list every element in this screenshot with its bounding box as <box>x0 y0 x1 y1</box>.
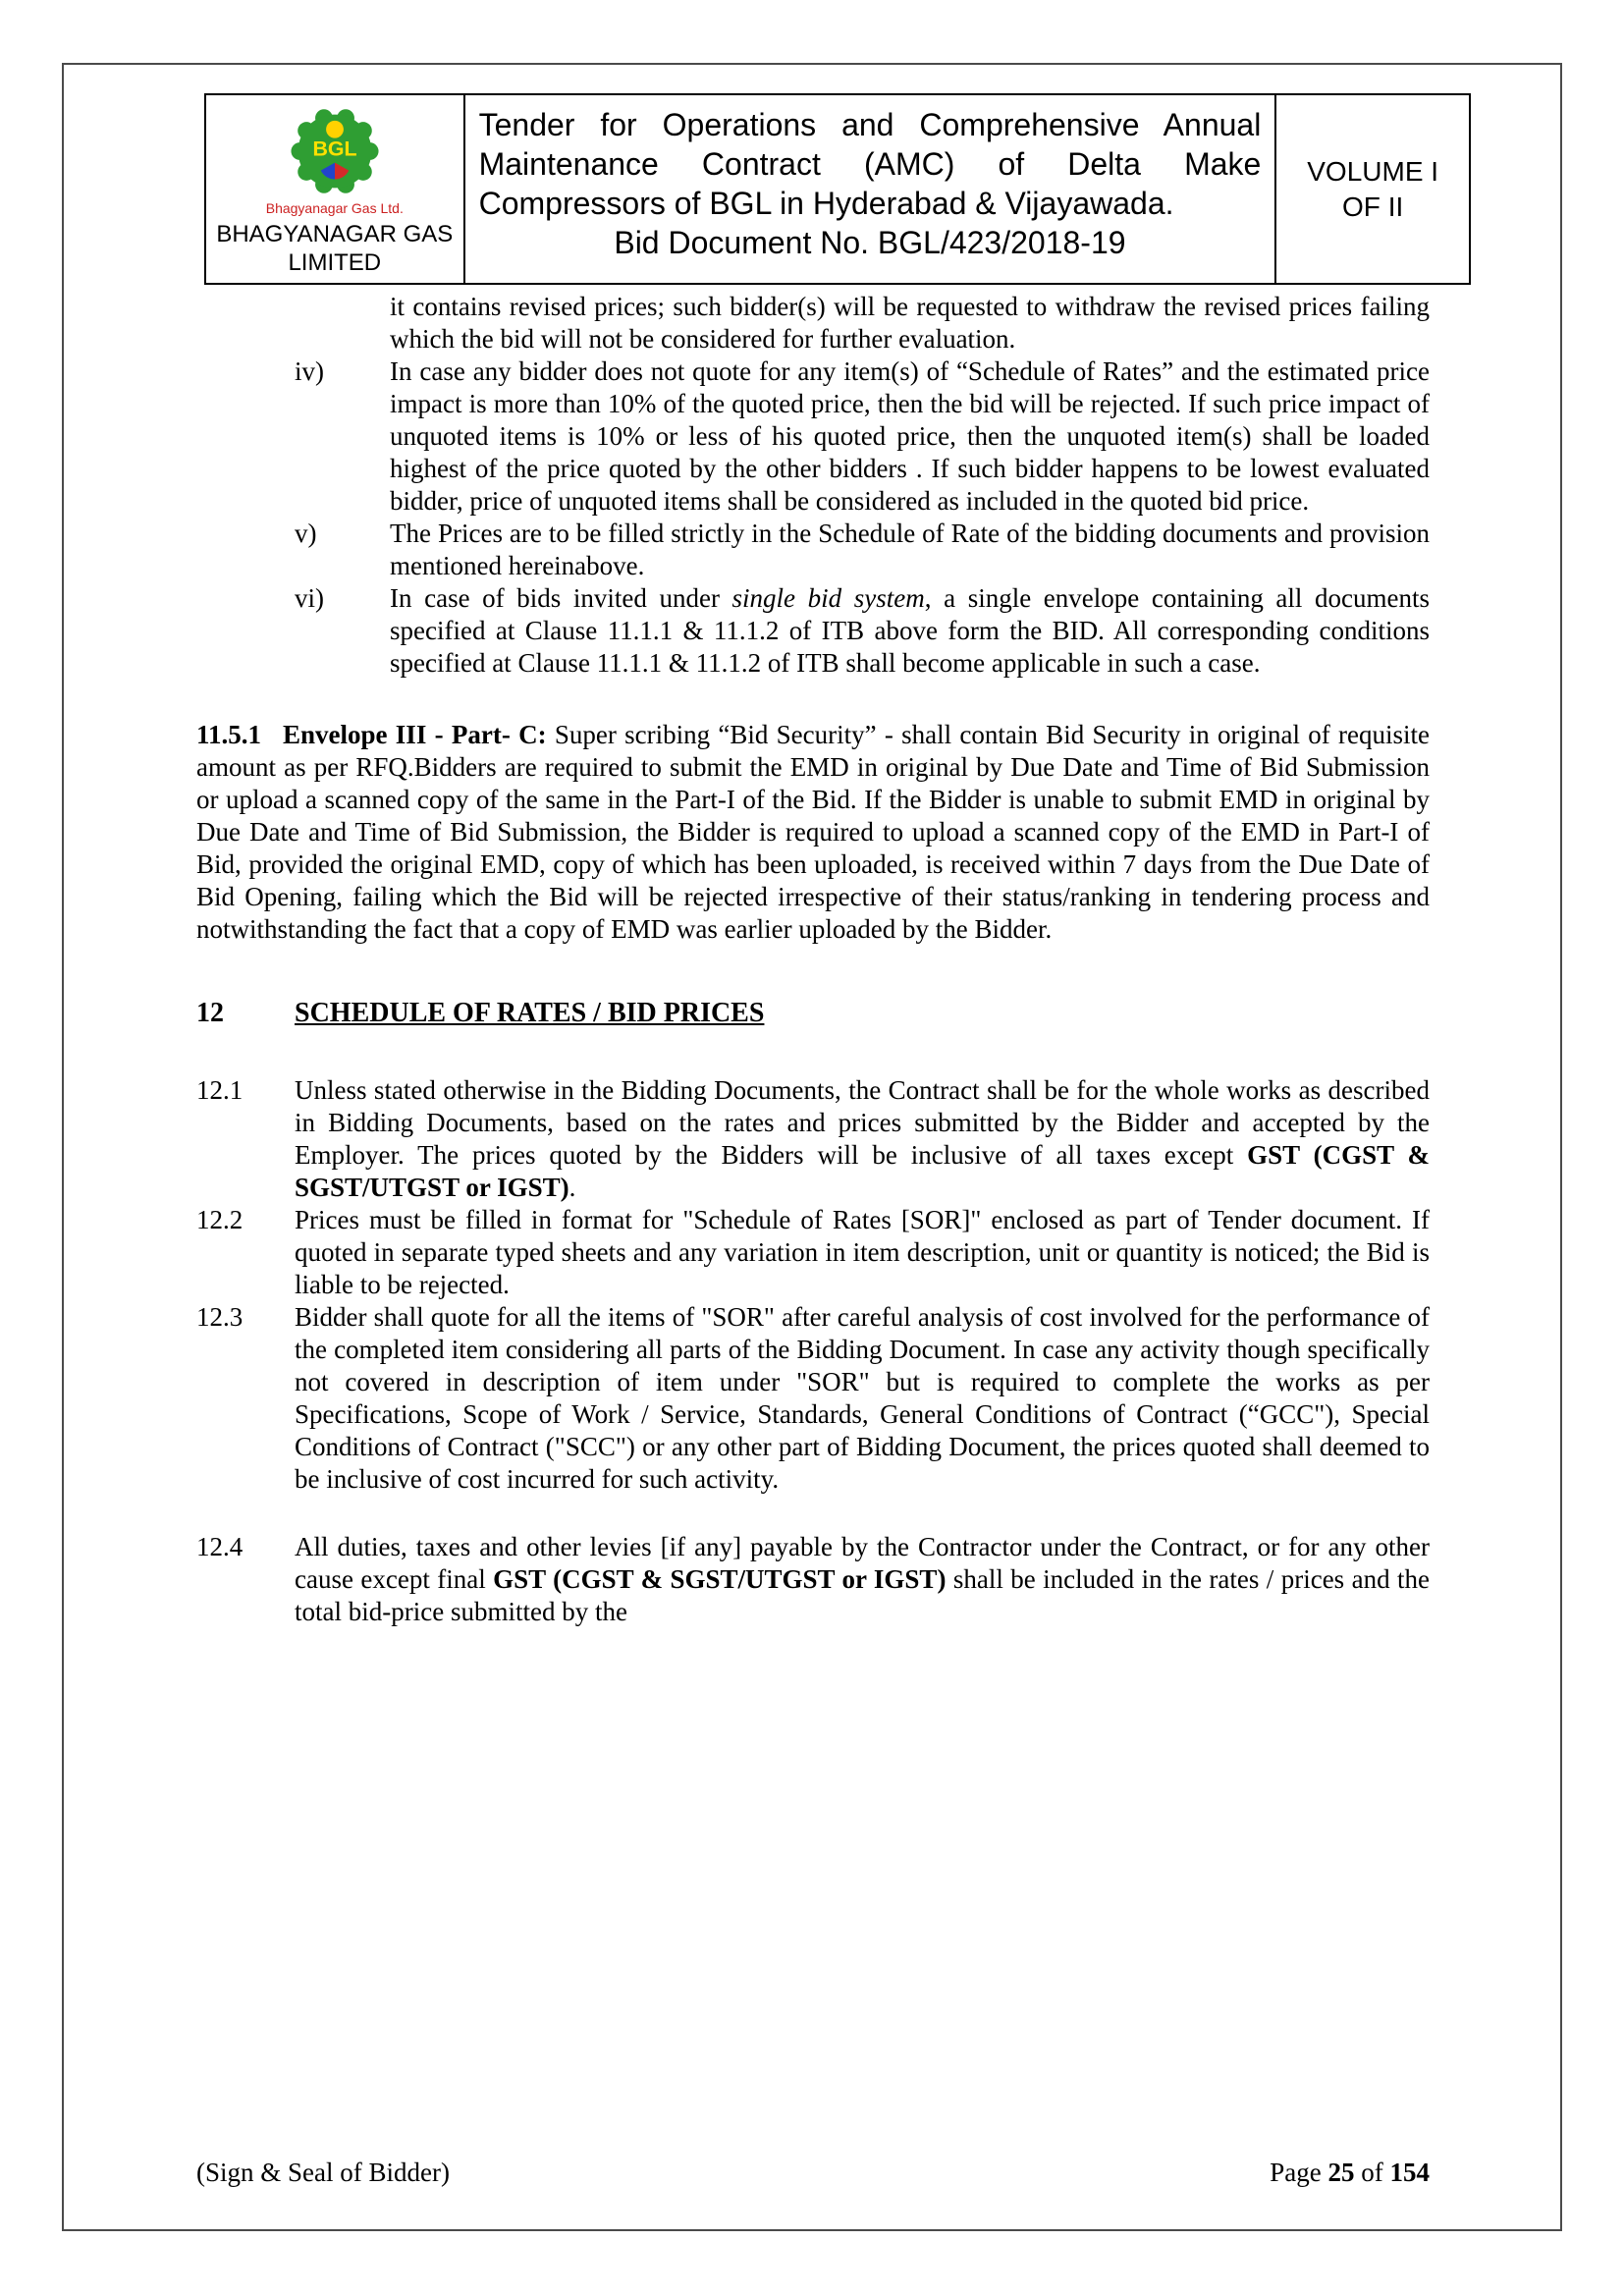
clause-11-5-1 <box>196 719 1430 946</box>
list-text-vi-post: , a single envelope containing all documents specified at Clause 11.1.1 & 11.1.2 of ITB above form the BID. All corresponding conditions specified at Clause 11.1.1 & 11.1.2 of ITB shall become applicable in such a case. <box>390 583 1430 678</box>
bid-document-number: Bid Document No. BGL/423/2018-19 <box>614 225 1126 260</box>
page-label: Page <box>1270 2158 1328 2187</box>
clause-12-2-text: Prices must be filled in format for "Schedule of Rates [SOR]" enclosed as part of Tender document. If quoted in separate typed sheets and any variation in item description, unit or quantity is noticed; the Bid is liable to be rejected. <box>295 1205 1430 1299</box>
clause-11-5-1-heading: Envelope III - Part- C: <box>283 720 547 749</box>
list-text-vi-italic: single bid system <box>731 583 925 613</box>
volume-cell <box>1274 95 1469 283</box>
tender-title-line-1: Tender for Operations and Comprehensive Annual <box>478 107 1262 142</box>
page-current: 25 <box>1327 2158 1355 2187</box>
clause-12-1-post: . <box>568 1173 576 1202</box>
title-cell <box>463 95 1275 283</box>
section-12-number: 12 <box>196 998 224 1028</box>
clause-12-2-number: 12.2 <box>196 1205 244 1234</box>
logo-cell <box>206 95 463 283</box>
tender-title-line-2: Maintenance Contract (AMC) of Delta Make <box>478 146 1262 182</box>
bgl-logo <box>287 103 383 199</box>
continuation-paragraph: it contains revised prices; such bidder(s) will be requested to withdraw the revised prices failing which the bid will not be considered for further evaluation. <box>390 292 1430 354</box>
list-item-vi <box>196 582 1430 680</box>
clause-12-1-number: 12.1 <box>196 1075 244 1105</box>
volume-line-1: VOLUME I <box>1307 155 1439 187</box>
org-name-line1: BHAGYANAGAR GAS <box>216 221 454 247</box>
sign-seal-note: (Sign & Seal of Bidder) <box>196 2158 450 2187</box>
org-name-line2: LIMITED <box>288 249 382 276</box>
clause-12-3-text: Bidder shall quote for all the items of "SOR" after careful analysis of cost involved for the performance of the completed item considering all parts of the Bidding Document. In case any activity though specifically not covered in description of item under "SOR" but is required to complete the works as per Specifications, Scope of Work / Service, Standards, General Conditions of Contract (“GCC"), Special Conditions of Contract ("SCC") or any other part of Bidding Document, the prices quoted shall deemed to be inclusive of cost incurred for such activity. <box>295 1302 1430 1494</box>
list-text-vi-pre: In case of bids invited under <box>390 583 732 613</box>
list-item-v <box>196 518 1430 582</box>
section-12-heading <box>196 997 1430 1029</box>
clause-12-4-post: shall be included in the rates / prices and the total bid-price submitted by the <box>295 1564 1430 1626</box>
clause-12-3-number: 12.3 <box>196 1302 244 1332</box>
page-number <box>1270 2157 1430 2189</box>
org-name <box>216 220 453 277</box>
page-footer <box>196 2157 1430 2189</box>
volume-line-2: OF II <box>1342 191 1404 222</box>
list-marker-iv: iv) <box>295 356 324 386</box>
clause-12-1-pre: Unless stated otherwise in the Bidding Documents, the Contract shall be for the whole works as described in Bidding Documents, based on the rates and prices submitted by the Bidder and accepted by the Employer. The prices quoted by the Bidders will be inclusive of all taxes except <box>295 1075 1430 1170</box>
clause-12-4-pre: All duties, taxes and other levies [if any] payable by the Contractor under the Contract, or for any other cause except final <box>295 1532 1430 1594</box>
clause-11-5-1-number: 11.5.1 <box>196 720 262 749</box>
clause-11-5-1-text: Super scribing “Bid Security” - shall contain Bid Security in original of requisite amount as per RFQ.Bidders are required to submit the EMD in original by Due Date and Time of Bid Submission or upload a scanned copy of the same in the Part-I of the Bid. If the Bidder is unable to submit EMD in original by Due Date and Time of Bid Submission, the Bidder is required to upload a scanned copy of the EMD in Part-I of Bid, provided the original EMD, copy of which has been uploaded, is received within 7 days from the Due Date of Bid Opening, failing which the Bid will be rejected irrespective of their status/ranking in tendering process and notwithstanding the fact that a copy of EMD was earlier uploaded by the Bidder. <box>196 720 1430 944</box>
list-marker-vi: vi) <box>295 583 324 613</box>
list-marker-v: v) <box>295 519 317 548</box>
clause-12-3 <box>196 1301 1430 1496</box>
tender-title-line-3: Compressors of BGL in Hyderabad & Vijayawada. <box>478 186 1174 221</box>
list-item-iv <box>196 355 1430 518</box>
section-12-title: SCHEDULE OF RATES / BID PRICES <box>295 998 765 1028</box>
list-text-v: The Prices are to be filled strictly in the Schedule of Rate of the bidding documents and provision mentioned hereinabove. <box>390 519 1430 580</box>
clause-12-1-bold: GST (CGST & SGST/UTGST or IGST) <box>295 1140 1430 1202</box>
clause-12-1 <box>196 1074 1430 1204</box>
logo-caption: Bhagyanagar Gas Ltd. <box>265 200 404 216</box>
clause-12-4-bold: GST (CGST & SGST/UTGST or IGST) <box>493 1564 947 1594</box>
document-body <box>196 291 1430 1628</box>
logo-acronym: BGL <box>312 137 357 161</box>
clause-12-2 <box>196 1204 1430 1301</box>
header-table <box>204 93 1471 285</box>
logo-sun-icon <box>326 121 344 138</box>
clause-12-4 <box>196 1531 1430 1628</box>
list-text-iv: In case any bidder does not quote for any item(s) of “Schedule of Rates” and the estimated price impact is more than 10% of the quoted price, then the bid will be rejected. If such price impact of unquoted items is 10% or less of his quoted price, then the unquoted item(s) shall be loaded highest of the price quoted by the other bidders . If such bidder happens to be lowest evaluated bidder, price of unquoted items shall be considered as included in the quoted bid price. <box>390 356 1430 516</box>
clause-12-4-number: 12.4 <box>196 1532 244 1561</box>
page-total: 154 <box>1389 2158 1430 2187</box>
page-of-label: of <box>1354 2158 1390 2187</box>
